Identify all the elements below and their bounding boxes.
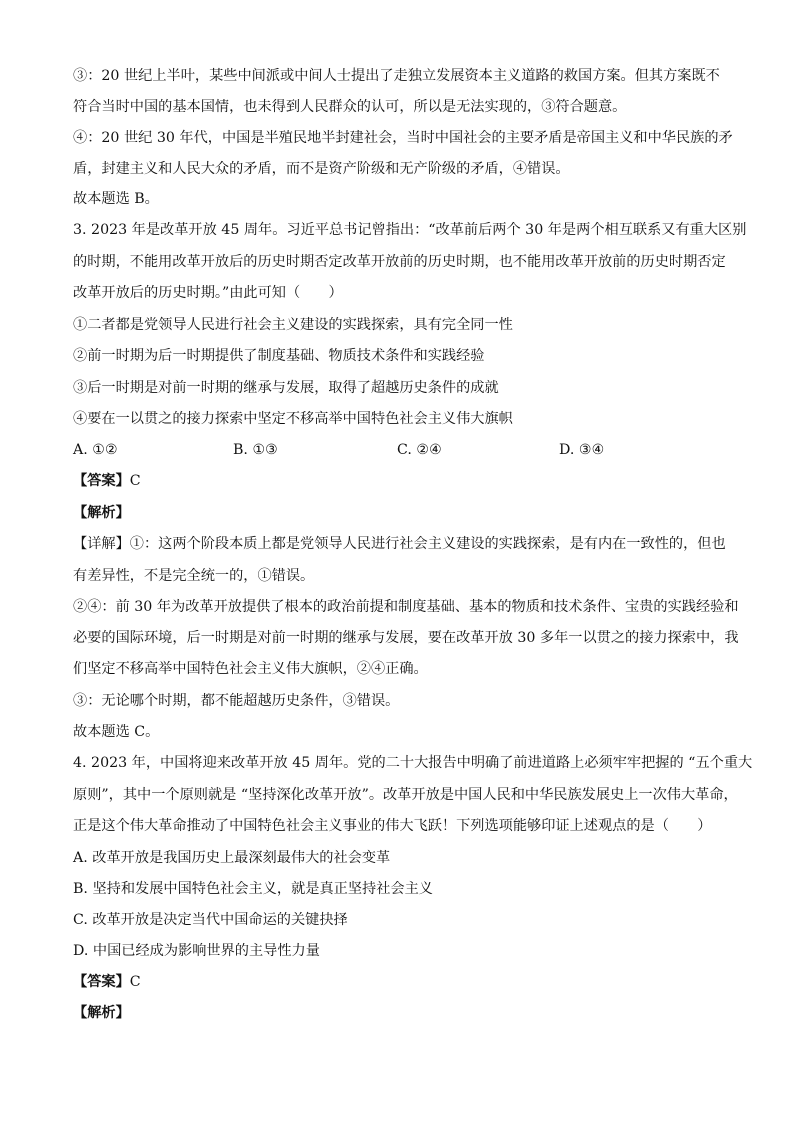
q2-item3-line2: 符合当时中国的基本国情，也未得到人民群众的认可，所以是无法实现的，③符合题意。 [73,99,627,115]
q3-statement-4: ④要在一以贯之的接力探索中坚定不移高举中国特色社会主义伟大旗帜 [73,411,513,427]
analysis-tag: 【解析】 [73,1005,130,1021]
q2-item4-line2: 盾，封建主义和人民大众的矛盾，而不是资产阶级和无产阶级的矛盾，④错误。 [73,161,570,177]
q3-answer [73,472,733,490]
detail-text: ①：这两个阶段本质上都是党领导人民进行社会主义建设的实践探索，是有内在一致性的，但也 [129,536,726,552]
q4-option-d: D. 中国已经成为影响世界的主导性力量 [73,943,320,959]
q4-stem-line1: 4. 2023 年，中国将迎来改革开放 45 周年。党的二十大报告中明确了前进道路上必须牢牢把握的 “五个重大 [73,755,753,771]
detail-tag: 【详解】 [73,536,130,552]
answer-tag: 【答案】 [73,473,130,489]
q3-option-d: D. ③④ [559,442,605,458]
q3-detail-line6: ③：无论哪个时期，都不能超越历史条件，③错误。 [73,693,400,709]
q4-option-a: A. 改革开放是我国历史上最深刻最伟大的社会变革 [73,850,391,866]
q3-detail-line2: 有差异性，不是完全统一的，①错误。 [73,568,315,584]
q2-item3-line1: ③：20 世纪上半叶，某些中间派或中间人士提出了走独立发展资本主义道路的救国方案。但其方案既不 [73,68,720,84]
q3-statement-2: ②前一时期为后一时期提供了制度基础、物质技术条件和实践经验 [73,348,485,364]
q2-conclusion: 故本题选 B。 [73,191,159,207]
q3-option-b: B. ①③ [233,442,278,458]
q3-stem-line3: 改革开放后的历史时期。”由此可知（ ） [73,285,343,301]
q4-stem-line3: 正是这个伟大革命推动了中国特色社会主义事业的伟大飞跃！下列选项能够印证上述观点的是（ ） [73,818,712,834]
q4-answer [73,973,733,991]
q2-item4-line1: ④：20 世纪 30 年代，中国是半殖民地半封建社会，当时中国社会的主要矛盾是帝国主义和中华民族的矛 [73,130,733,146]
q3-statement-1: ①二者都是党领导人民进行社会主义建设的实践探索，具有完全同一性 [73,317,513,333]
q3-detail-line3: ②④：前 30 年为改革开放提供了根本的政治前提和制度基础、基本的物质和技术条件、宝贵的实践经验和 [73,599,739,615]
q3-detail-line1 [73,535,733,553]
q4-option-c: C. 改革开放是决定当代中国命运的关键抉择 [73,912,348,928]
q3-options [73,441,733,459]
answer-value: C [129,473,141,489]
q3-conclusion: 故本题选 C。 [73,724,160,740]
q4-option-b: B. 坚持和发展中国特色社会主义，就是真正坚持社会主义 [73,881,433,897]
q3-stem-line2: 的时期，不能用改革开放后的历史时期否定改革开放前的历史时期，也不能用改革开放前的历史时期否定 [73,254,726,270]
q3-detail-line5: 们坚定不移高举中国特色社会主义伟大旗帜，②④正确。 [73,661,428,677]
analysis-tag: 【解析】 [73,505,130,521]
q4-stem-line2: 原则”，其中一个原则就是 “坚持深化改革开放”。改革开放是中国人民和中华民族发展史上一次伟大革命， [73,787,738,803]
answer-tag: 【答案】 [73,974,130,990]
q4-analysis [73,1004,733,1022]
answer-value: C [129,974,141,990]
q3-analysis [73,504,733,522]
q3-option-c: C. ②④ [397,442,442,458]
q3-stem-line1: 3. 2023 年是改革开放 45 周年。习近平总书记曾指出：“改革前后两个 30 年是两个相互联系又有重大区别 [73,222,747,238]
q3-statement-3: ③后一时期是对前一时期的继承与发展，取得了超越历史条件的成就 [73,380,499,396]
q3-detail-line4: 必要的国际环境，后一时期是对前一时期的继承与发展，要在改革开放 30 多年一以贯之的接力探索中，我 [73,630,739,646]
q3-option-a: A. ①② [73,442,118,458]
